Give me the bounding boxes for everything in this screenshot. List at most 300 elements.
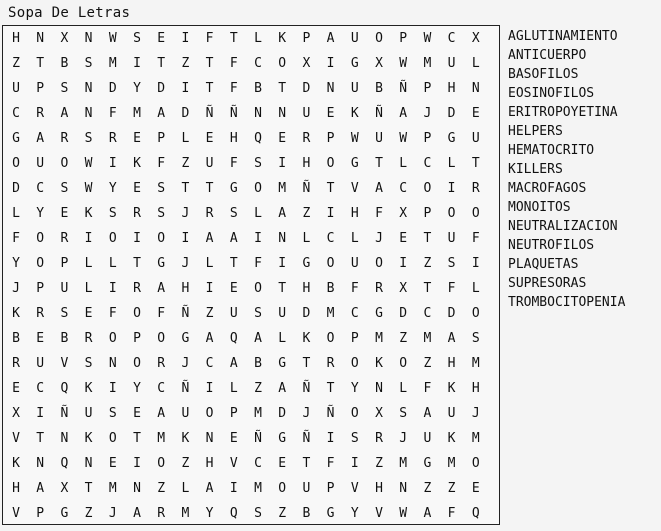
grid-cell[interactable]: W (350, 131, 359, 146)
grid-cell[interactable]: N (375, 381, 383, 396)
grid-cell[interactable]: R (302, 131, 311, 146)
grid-cell[interactable]: S (108, 406, 117, 421)
letter-grid[interactable] (2, 25, 500, 525)
grid-cell[interactable]: A (326, 31, 335, 46)
grid-cell[interactable]: T (205, 56, 214, 71)
grid-cell[interactable]: N (254, 106, 262, 121)
grid-cell[interactable]: Z (423, 256, 432, 271)
grid-cell[interactable]: X (302, 56, 311, 71)
grid-cell[interactable]: K (133, 156, 141, 171)
grid-cell[interactable]: Z (447, 481, 456, 496)
grid-cell[interactable]: G (60, 506, 69, 521)
grid-cell[interactable]: U (84, 406, 93, 421)
grid-cell[interactable]: S (399, 406, 408, 421)
grid-cell[interactable]: J (399, 431, 408, 446)
grid-cell[interactable]: X (471, 31, 480, 46)
grid-cell[interactable]: E (399, 231, 408, 246)
grid-cell[interactable]: P (60, 256, 69, 271)
grid-cell[interactable]: Z (423, 356, 432, 371)
grid-cell[interactable]: S (84, 56, 93, 71)
grid-cell[interactable]: C (423, 306, 432, 321)
grid-cell[interactable]: C (399, 181, 408, 196)
grid-cell[interactable]: Q (471, 506, 480, 521)
grid-cell[interactable]: F (229, 156, 238, 171)
grid-cell[interactable]: G (350, 156, 359, 171)
grid-cell[interactable]: Z (84, 506, 93, 521)
grid-cell[interactable]: O (254, 181, 262, 196)
grid-cell[interactable]: F (423, 381, 432, 396)
grid-cell[interactable]: P (36, 506, 45, 521)
grid-cell[interactable]: I (108, 156, 117, 171)
grid-cell[interactable]: U (60, 281, 69, 296)
grid-cell[interactable]: L (399, 156, 408, 171)
grid-cell[interactable]: P (157, 131, 166, 146)
grid-cell[interactable]: M (181, 506, 190, 521)
grid-cell[interactable]: G (423, 456, 432, 471)
grid-cell[interactable]: Z (254, 381, 262, 396)
grid-cell[interactable]: Z (375, 456, 383, 471)
grid-cell[interactable]: N (205, 431, 214, 446)
grid-cell[interactable]: A (205, 481, 214, 496)
grid-cell[interactable]: G (157, 256, 166, 271)
grid-cell[interactable]: C (157, 381, 166, 396)
grid-cell[interactable]: Z (205, 306, 214, 321)
grid-cell[interactable]: B (12, 331, 20, 346)
grid-cell[interactable]: C (326, 231, 335, 246)
grid-cell[interactable]: A (229, 356, 238, 371)
grid-cell[interactable]: A (157, 406, 166, 421)
grid-cell[interactable]: U (375, 131, 383, 146)
grid-cell[interactable]: G (350, 56, 359, 71)
grid-cell[interactable]: U (447, 231, 456, 246)
grid-cell[interactable]: I (229, 481, 238, 496)
grid-cell[interactable]: O (350, 406, 359, 421)
grid-cell[interactable]: T (229, 256, 238, 271)
grid-cell[interactable]: R (471, 181, 480, 196)
grid-cell[interactable]: O (60, 156, 69, 171)
grid-cell[interactable]: S (350, 431, 359, 446)
grid-cell[interactable]: Ñ (205, 106, 214, 121)
grid-cell[interactable]: C (350, 306, 359, 321)
grid-cell[interactable]: W (399, 56, 408, 71)
grid-cell[interactable]: N (108, 356, 117, 371)
grid-cell[interactable]: O (471, 456, 480, 471)
grid-cell[interactable]: T (229, 31, 238, 46)
grid-cell[interactable]: I (84, 231, 93, 246)
grid-cell[interactable]: E (278, 131, 287, 146)
grid-cell[interactable]: C (423, 156, 432, 171)
grid-cell[interactable]: I (181, 231, 190, 246)
grid-cell[interactable]: A (205, 331, 214, 346)
grid-cell[interactable]: W (399, 506, 408, 521)
grid-cell[interactable]: M (423, 331, 432, 346)
grid-cell[interactable]: A (36, 481, 45, 496)
grid-cell[interactable]: O (36, 256, 45, 271)
grid-cell[interactable]: R (84, 331, 93, 346)
grid-cell[interactable]: G (278, 356, 287, 371)
grid-cell[interactable]: E (60, 206, 69, 221)
grid-cell[interactable]: T (471, 156, 480, 171)
grid-cell[interactable]: B (254, 356, 262, 371)
grid-cell[interactable]: Y (133, 81, 141, 96)
grid-cell[interactable]: C (12, 106, 20, 121)
grid-cell[interactable]: K (278, 31, 287, 46)
grid-cell[interactable]: O (157, 231, 166, 246)
grid-cell[interactable]: Ñ (375, 106, 383, 121)
grid-cell[interactable]: K (84, 431, 93, 446)
grid-cell[interactable]: O (423, 181, 432, 196)
grid-cell[interactable]: N (36, 456, 45, 471)
grid-cell[interactable]: S (84, 356, 93, 371)
grid-cell[interactable]: U (447, 406, 456, 421)
grid-cell[interactable]: B (254, 81, 262, 96)
grid-cell[interactable]: S (447, 256, 456, 271)
grid-cell[interactable]: L (471, 56, 480, 71)
grid-cell[interactable]: P (133, 331, 141, 346)
grid-cell[interactable]: L (181, 481, 190, 496)
grid-cell[interactable]: I (133, 231, 141, 246)
grid-cell[interactable]: N (84, 31, 93, 46)
grid-cell[interactable]: T (375, 156, 383, 171)
grid-cell[interactable]: Ñ (254, 431, 262, 446)
grid-cell[interactable]: V (350, 481, 359, 496)
grid-cell[interactable]: O (375, 256, 383, 271)
grid-cell[interactable]: J (471, 406, 480, 421)
grid-cell[interactable]: T (157, 56, 166, 71)
grid-cell[interactable]: V (229, 456, 238, 471)
grid-cell[interactable]: H (302, 156, 311, 171)
grid-cell[interactable]: A (133, 506, 141, 521)
grid-cell[interactable]: Y (205, 506, 214, 521)
grid-cell[interactable]: O (471, 306, 480, 321)
grid-cell[interactable]: R (36, 106, 45, 121)
grid-cell[interactable]: P (423, 206, 432, 221)
grid-cell[interactable]: O (157, 456, 166, 471)
grid-cell[interactable]: S (60, 306, 69, 321)
grid-cell[interactable]: Q (60, 456, 69, 471)
grid-cell[interactable]: O (326, 256, 335, 271)
grid-cell[interactable]: C (447, 31, 456, 46)
grid-cell[interactable]: R (108, 131, 117, 146)
grid-cell[interactable]: J (181, 256, 190, 271)
grid-cell[interactable]: U (278, 306, 287, 321)
grid-cell[interactable]: D (181, 106, 190, 121)
grid-cell[interactable]: Ñ (60, 406, 69, 421)
grid-cell[interactable]: F (12, 231, 20, 246)
grid-cell[interactable]: H (447, 356, 456, 371)
grid-cell[interactable]: Z (302, 206, 311, 221)
grid-cell[interactable]: Ñ (399, 81, 408, 96)
grid-cell[interactable]: O (36, 231, 45, 246)
grid-cell[interactable]: E (326, 106, 335, 121)
grid-cell[interactable]: K (350, 106, 359, 121)
grid-cell[interactable]: M (326, 306, 335, 321)
grid-cell[interactable]: N (84, 456, 93, 471)
grid-cell[interactable]: G (326, 506, 335, 521)
grid-cell[interactable]: E (471, 106, 480, 121)
grid-cell[interactable]: U (350, 31, 359, 46)
grid-cell[interactable]: T (133, 256, 141, 271)
grid-cell[interactable]: J (423, 106, 432, 121)
grid-cell[interactable]: F (375, 206, 383, 221)
grid-cell[interactable]: I (399, 256, 408, 271)
grid-cell[interactable]: B (60, 331, 69, 346)
grid-cell[interactable]: L (471, 281, 480, 296)
grid-cell[interactable]: S (84, 131, 93, 146)
grid-cell[interactable]: A (423, 506, 432, 521)
grid-cell[interactable]: I (326, 431, 335, 446)
grid-cell[interactable]: F (108, 306, 117, 321)
grid-cell[interactable]: E (133, 131, 141, 146)
grid-cell[interactable]: O (471, 206, 480, 221)
grid-cell[interactable]: T (423, 231, 432, 246)
grid-cell[interactable]: S (60, 81, 69, 96)
grid-cell[interactable]: L (181, 131, 190, 146)
grid-cell[interactable]: I (326, 206, 335, 221)
grid-cell[interactable]: W (108, 31, 117, 46)
grid-cell[interactable]: S (229, 206, 238, 221)
grid-cell[interactable]: A (60, 106, 69, 121)
grid-cell[interactable]: O (108, 431, 117, 446)
grid-cell[interactable]: Q (254, 131, 262, 146)
grid-cell[interactable]: H (302, 281, 311, 296)
grid-cell[interactable]: O (12, 156, 20, 171)
grid-cell[interactable]: I (350, 456, 359, 471)
grid-cell[interactable]: M (108, 56, 117, 71)
grid-cell[interactable]: K (447, 431, 456, 446)
grid-cell[interactable]: L (84, 256, 93, 271)
grid-cell[interactable]: N (278, 106, 287, 121)
grid-cell[interactable]: J (375, 231, 383, 246)
grid-cell[interactable]: A (447, 331, 456, 346)
grid-cell[interactable]: N (133, 481, 141, 496)
grid-cell[interactable]: U (447, 56, 456, 71)
grid-cell[interactable]: Q (229, 331, 238, 346)
grid-cell[interactable]: S (60, 181, 69, 196)
grid-cell[interactable]: I (133, 456, 141, 471)
grid-cell[interactable]: H (181, 281, 190, 296)
grid-cell[interactable]: T (302, 356, 311, 371)
grid-cell[interactable]: O (375, 31, 383, 46)
grid-cell[interactable]: F (471, 231, 480, 246)
grid-cell[interactable]: M (447, 456, 456, 471)
grid-cell[interactable]: R (133, 281, 141, 296)
grid-cell[interactable]: R (326, 356, 335, 371)
grid-cell[interactable]: O (133, 306, 141, 321)
grid-cell[interactable]: I (181, 31, 190, 46)
grid-cell[interactable]: E (36, 331, 45, 346)
grid-cell[interactable]: T (205, 181, 214, 196)
grid-cell[interactable]: M (375, 331, 383, 346)
grid-cell[interactable]: B (375, 81, 383, 96)
grid-cell[interactable]: C (205, 356, 214, 371)
grid-cell[interactable]: C (254, 56, 262, 71)
grid-cell[interactable]: Z (181, 56, 190, 71)
grid-cell[interactable]: I (254, 231, 262, 246)
grid-cell[interactable]: W (423, 31, 432, 46)
grid-cell[interactable]: E (278, 456, 287, 471)
grid-cell[interactable]: I (447, 181, 456, 196)
grid-cell[interactable]: Y (133, 381, 141, 396)
grid-cell[interactable]: R (157, 356, 166, 371)
grid-cell[interactable]: F (157, 306, 166, 321)
grid-cell[interactable]: F (350, 281, 359, 296)
grid-cell[interactable]: L (399, 381, 408, 396)
grid-cell[interactable]: Y (36, 206, 45, 221)
grid-cell[interactable]: V (375, 506, 383, 521)
grid-cell[interactable]: M (157, 431, 166, 446)
grid-cell[interactable]: A (278, 381, 287, 396)
grid-cell[interactable]: C (36, 181, 45, 196)
grid-cell[interactable]: X (399, 281, 408, 296)
grid-cell[interactable]: I (278, 256, 287, 271)
grid-cell[interactable]: D (12, 181, 20, 196)
grid-cell[interactable]: O (326, 331, 335, 346)
grid-cell[interactable]: S (133, 31, 141, 46)
grid-cell[interactable]: K (84, 381, 93, 396)
grid-cell[interactable]: E (108, 456, 117, 471)
grid-cell[interactable]: O (108, 231, 117, 246)
grid-cell[interactable]: I (36, 406, 45, 421)
grid-cell[interactable]: M (254, 481, 262, 496)
grid-cell[interactable]: Ñ (181, 381, 190, 396)
grid-cell[interactable]: Ñ (302, 381, 311, 396)
grid-cell[interactable]: Z (181, 156, 190, 171)
grid-cell[interactable]: A (205, 231, 214, 246)
grid-cell[interactable]: X (60, 31, 69, 46)
grid-cell[interactable]: K (447, 381, 456, 396)
grid-cell[interactable]: L (84, 281, 93, 296)
grid-cell[interactable]: G (375, 306, 383, 321)
grid-cell[interactable]: H (471, 381, 480, 396)
grid-cell[interactable]: H (375, 481, 383, 496)
grid-cell[interactable]: B (326, 281, 335, 296)
grid-cell[interactable]: F (229, 56, 238, 71)
grid-cell[interactable]: F (254, 256, 262, 271)
grid-cell[interactable]: X (375, 56, 383, 71)
grid-cell[interactable]: O (278, 56, 287, 71)
grid-cell[interactable]: Z (399, 331, 408, 346)
grid-cell[interactable]: I (205, 381, 214, 396)
grid-cell[interactable]: D (302, 306, 311, 321)
grid-cell[interactable]: P (399, 31, 408, 46)
grid-cell[interactable]: D (278, 406, 287, 421)
grid-cell[interactable]: Ñ (181, 306, 190, 321)
grid-cell[interactable]: N (60, 431, 69, 446)
grid-cell[interactable]: L (302, 231, 311, 246)
grid-cell[interactable]: O (133, 356, 141, 371)
grid-cell[interactable]: H (12, 481, 20, 496)
grid-cell[interactable]: D (302, 81, 311, 96)
grid-cell[interactable]: U (302, 106, 311, 121)
grid-cell[interactable]: W (84, 156, 93, 171)
grid-cell[interactable]: P (36, 281, 45, 296)
grid-cell[interactable]: Y (350, 506, 359, 521)
grid-cell[interactable]: T (302, 456, 311, 471)
grid-cell[interactable]: V (12, 431, 20, 446)
grid-cell[interactable]: O (157, 331, 166, 346)
grid-cell[interactable]: M (108, 481, 117, 496)
grid-cell[interactable]: C (254, 456, 262, 471)
grid-cell[interactable]: F (447, 506, 456, 521)
grid-cell[interactable]: A (36, 131, 45, 146)
grid-cell[interactable]: J (12, 281, 20, 296)
grid-cell[interactable]: X (375, 406, 383, 421)
grid-cell[interactable]: I (326, 56, 335, 71)
grid-cell[interactable]: Ñ (326, 406, 335, 421)
grid-cell[interactable]: D (157, 81, 166, 96)
grid-cell[interactable]: U (181, 406, 190, 421)
grid-cell[interactable]: E (229, 431, 238, 446)
grid-cell[interactable]: Z (278, 506, 287, 521)
grid-cell[interactable]: V (60, 356, 69, 371)
grid-cell[interactable]: M (278, 181, 287, 196)
grid-cell[interactable]: I (471, 256, 480, 271)
grid-cell[interactable]: J (302, 406, 311, 421)
grid-cell[interactable]: U (302, 481, 311, 496)
grid-cell[interactable]: V (350, 181, 359, 196)
grid-cell[interactable]: T (278, 81, 287, 96)
grid-cell[interactable]: I (133, 56, 141, 71)
grid-cell[interactable]: P (326, 481, 335, 496)
grid-cell[interactable]: L (254, 206, 262, 221)
grid-cell[interactable]: A (375, 181, 383, 196)
grid-cell[interactable]: R (36, 306, 45, 321)
grid-cell[interactable]: P (36, 81, 45, 96)
grid-cell[interactable]: K (84, 206, 93, 221)
grid-cell[interactable]: I (108, 381, 117, 396)
grid-cell[interactable]: L (205, 256, 214, 271)
grid-cell[interactable]: O (326, 156, 335, 171)
grid-cell[interactable]: Z (12, 56, 20, 71)
grid-cell[interactable]: D (447, 106, 456, 121)
grid-cell[interactable]: K (181, 431, 190, 446)
grid-cell[interactable]: S (254, 506, 262, 521)
grid-cell[interactable]: S (157, 181, 166, 196)
grid-cell[interactable]: O (447, 206, 456, 221)
grid-cell[interactable]: E (229, 281, 238, 296)
grid-cell[interactable]: D (399, 306, 408, 321)
grid-cell[interactable]: G (12, 131, 20, 146)
grid-cell[interactable]: T (36, 431, 45, 446)
grid-cell[interactable]: F (326, 456, 335, 471)
grid-cell[interactable]: U (471, 131, 480, 146)
grid-cell[interactable]: R (60, 231, 69, 246)
grid-cell[interactable]: T (36, 56, 45, 71)
grid-cell[interactable]: U (350, 81, 359, 96)
grid-cell[interactable]: W (399, 131, 408, 146)
grid-cell[interactable]: T (181, 181, 190, 196)
grid-cell[interactable]: E (205, 131, 214, 146)
grid-cell[interactable]: P (326, 131, 335, 146)
grid-cell[interactable]: Ñ (302, 181, 311, 196)
grid-cell[interactable]: O (254, 281, 262, 296)
grid-cell[interactable]: C (36, 381, 45, 396)
grid-cell[interactable]: J (108, 506, 117, 521)
grid-cell[interactable]: T (84, 481, 93, 496)
grid-cell[interactable]: P (302, 31, 311, 46)
grid-cell[interactable]: F (229, 81, 238, 96)
grid-cell[interactable]: U (36, 156, 45, 171)
grid-cell[interactable]: P (423, 131, 432, 146)
grid-cell[interactable]: M (471, 356, 480, 371)
grid-cell[interactable]: J (181, 356, 190, 371)
grid-cell[interactable]: I (108, 281, 117, 296)
grid-cell[interactable]: R (375, 431, 383, 446)
grid-cell[interactable]: V (12, 506, 20, 521)
grid-cell[interactable]: T (278, 281, 287, 296)
grid-cell[interactable]: I (278, 156, 287, 171)
